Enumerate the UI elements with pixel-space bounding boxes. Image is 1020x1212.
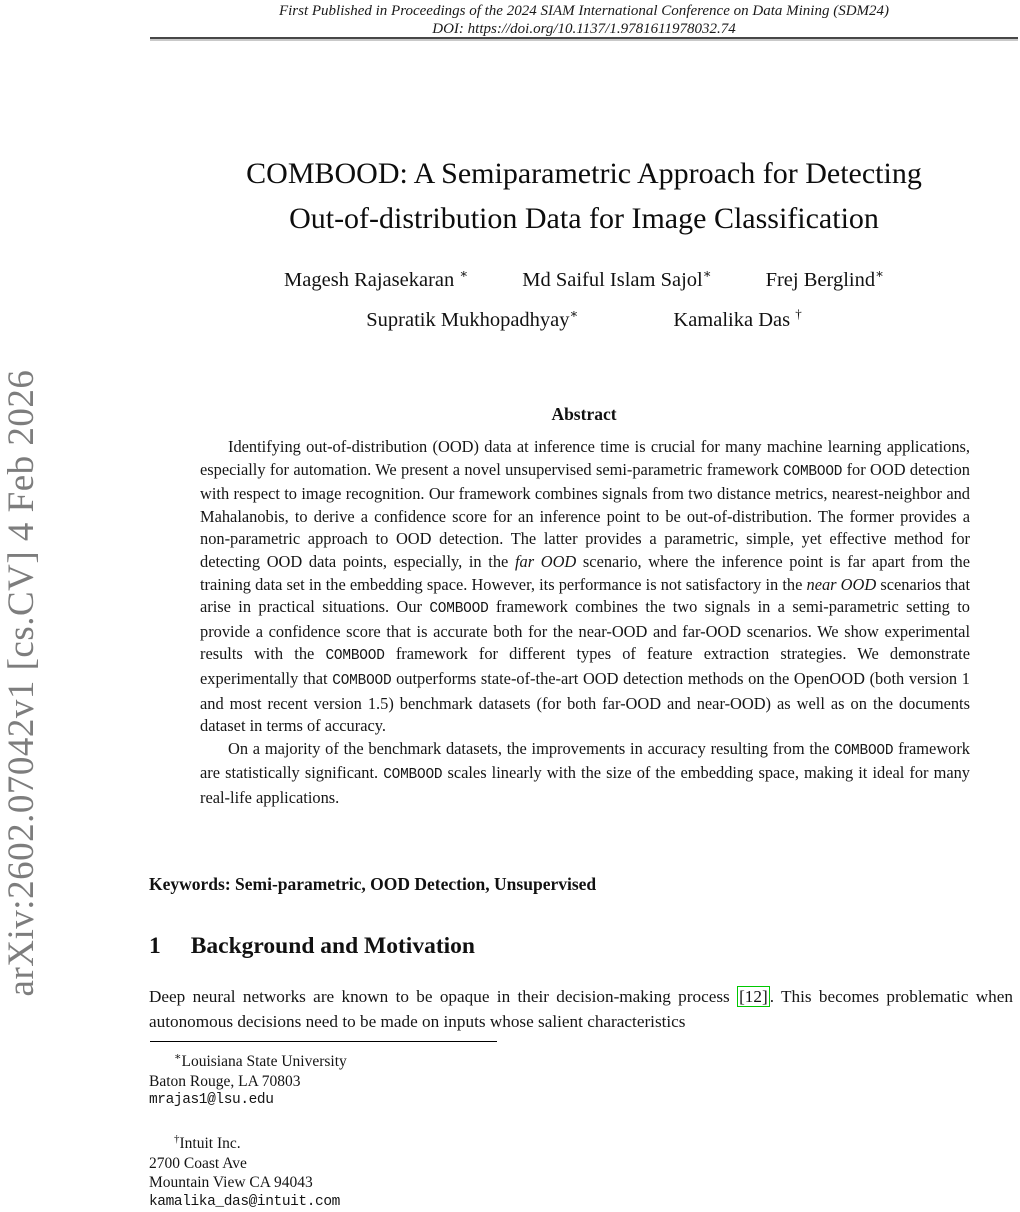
section-1-paragraph	[149, 984, 1013, 1034]
author-1-affiliation-marker: ∗	[459, 266, 469, 281]
author-2-affiliation-marker: ∗	[702, 266, 712, 281]
author-1	[284, 266, 468, 292]
author-3-affiliation-marker: ∗	[875, 266, 884, 281]
text-segment: framework combines the two signals in a semi-parametric setting to provide a confidence score that is accurate both for the near-OOD and far-OOD scenarios. We show experimental results with the	[200, 597, 970, 664]
text-segment: far OOD	[514, 551, 577, 571]
footnotes	[149, 1048, 649, 1212]
author-3	[766, 266, 884, 292]
footnote-1-line1	[149, 1048, 649, 1072]
arxiv-watermark: arXiv:2602.07042v1 [cs.CV] 4 Feb 2026	[1, 369, 42, 997]
footnote-2-line2: 2700 Coast Ave	[149, 1154, 247, 1172]
footnote-2-email: kamalika_das@intuit.com	[149, 1193, 340, 1210]
paper-title-line2: Out-of-distribution Data for Image Classification	[289, 202, 879, 235]
citation-link[interactable]: [12]	[739, 987, 768, 1006]
author-2	[522, 266, 711, 292]
text-segment: scales linearly with the size of the embedding space, making it ideal for many real-life applications.	[200, 763, 970, 807]
header-line-conference: First Published in Proceedings of the 2024 SIAM International Conference on Data Mining (SDM24)	[278, 3, 890, 19]
author-3-name: Frej Berglind	[765, 268, 876, 291]
author-5-name: Kamalika Das	[673, 308, 796, 331]
footnote-2-marker: †	[174, 1132, 180, 1145]
abstract-body	[200, 436, 970, 810]
author-row-1	[150, 266, 1018, 292]
text-segment: framework for different types of feature extraction strategies. We demonstrate experimentally that	[200, 644, 970, 688]
section-1-title: Background and Motivation	[190, 933, 475, 959]
footnote-rule	[150, 1041, 497, 1042]
text-segment: . This becomes problematic when autonomous decisions need to be made on inputs whose salient characteristics	[149, 987, 1013, 1031]
keywords-line: Keywords: Semi-parametric, OOD Detection, Unsupervised	[149, 874, 597, 894]
footnote-2-line3: Mountain View CA 94043	[149, 1174, 313, 1192]
author-4-affiliation-marker: ∗	[569, 305, 579, 321]
author-2-name: Md Saiful Islam Sajol	[522, 268, 703, 291]
author-5-affiliation-marker: †	[795, 305, 802, 321]
footnote-2-line1	[149, 1130, 649, 1154]
inline-code-text: COMBOOD	[834, 742, 894, 759]
text-segment: scenarios that arise in practical situations. Our	[200, 574, 971, 617]
text-segment: framework are statistically significant.	[200, 738, 971, 783]
footnote-1-email: mrajas1@lsu.edu	[149, 1092, 274, 1109]
text-segment: Deep neural networks are known to be opaque in their decision-making process	[149, 987, 738, 1006]
abstract-paragraph-2	[200, 738, 970, 810]
text-segment: scenario, where the inference point is far apart from the training data set in the embedding space. However, its performance is not satisfactory in the	[200, 551, 970, 594]
inline-code-text: COMBOOD	[332, 672, 392, 689]
text-segment: for OOD detection with respect to image recognition. Our framework combines signals from two distance metrics, nearest-neighbor and Mahalanobis, to derive a confidence score for an inference point to be out-of-distribution. The former provides a non-parametric approach to OOD detection. The latter provides a parametric, simple, yet effective method for detecting OOD data points, especially, in the	[200, 459, 970, 571]
header-line-doi: DOI: https://doi.org/10.1137/1.9781611978032.74	[432, 21, 736, 37]
inline-code-text: COMBOOD	[429, 601, 489, 618]
footnote-1-marker: ∗	[174, 1051, 182, 1063]
footnote-1	[149, 1048, 649, 1111]
author-4-name: Supratik Mukhopadhyay	[366, 308, 570, 331]
paper-title	[150, 151, 1018, 241]
abstract-paragraph-1	[200, 436, 970, 738]
footnote-1-line2: Baton Rouge, LA 70803	[149, 1072, 301, 1090]
section-1-number: 1	[149, 933, 161, 959]
footnote-2-affiliation: Intuit Inc.	[179, 1135, 241, 1153]
header-rule	[150, 37, 1018, 39]
footnote-1-affiliation: Louisiana State University	[181, 1053, 347, 1071]
author-list	[150, 266, 1018, 332]
text-segment: Identifying out-of-distribution (OOD) data at inference time is crucial for many machine learning applications, especially for automation. We present a novel unsupervised semi-parametric framework	[200, 437, 970, 479]
text-segment: On a majority of the benchmark datasets, the improvements in accuracy resulting from the	[228, 738, 835, 758]
text-segment: near OOD	[806, 574, 877, 594]
section-1-heading	[149, 933, 1013, 960]
abstract-heading: Abstract	[551, 404, 617, 424]
author-5	[673, 306, 801, 332]
text-segment: outperforms state-of-the-art OOD detection methods on the OpenOOD (both version 1 and most recent version 1.5) benchmark datasets (for both far-OOD and near-OOD) as well as on the documents dataset in terms of accuracy.	[200, 668, 970, 736]
author-row-2	[150, 306, 1018, 332]
paper-title-line1: COMBOOD: A Semiparametric Approach for Detecting	[246, 157, 922, 190]
inline-code-text: COMBOOD	[783, 463, 843, 480]
inline-code-text: COMBOOD	[383, 767, 443, 784]
author-1-name: Magesh Rajasekaran	[284, 268, 460, 291]
inline-code-text: COMBOOD	[325, 648, 385, 665]
author-4	[366, 306, 578, 332]
published-header	[150, 2, 1018, 38]
